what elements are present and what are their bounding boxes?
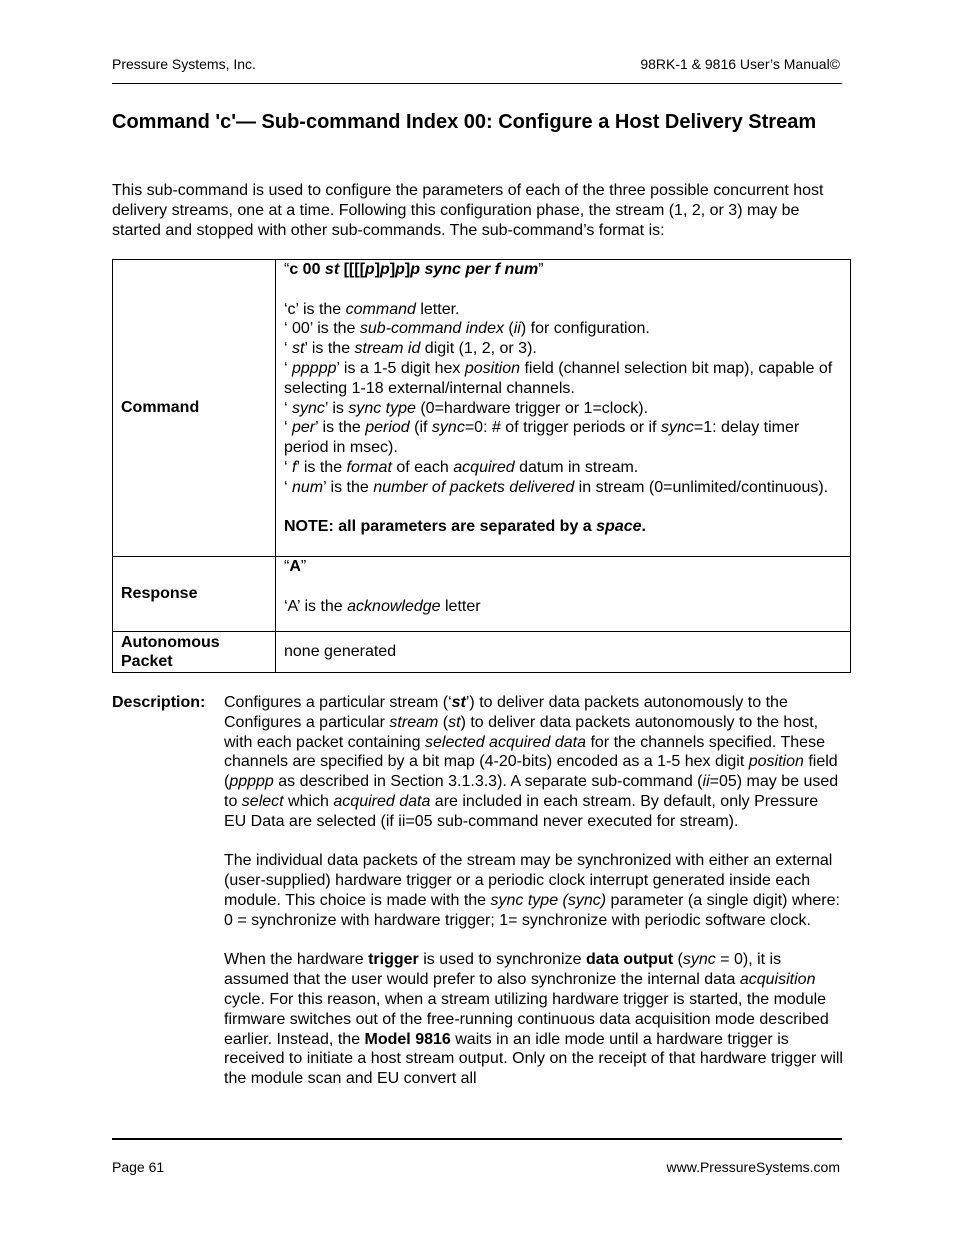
format-part: p sync per f num	[410, 261, 539, 278]
format-part: p	[380, 261, 390, 278]
format-part: ]	[404, 261, 411, 278]
format-part: p	[364, 261, 375, 278]
header-manual-title: 98RK-1 & 9816 User’s Manual©	[640, 56, 840, 72]
param-format: ‘ f’ is the format of each acquired datum in stream.	[284, 458, 639, 476]
response-description: ‘A’ is the acknowledge letter	[284, 597, 481, 615]
format-part: p	[395, 261, 405, 278]
intro-paragraph: This sub-command is used to configure the parameters of each of the three possible concurrent host delivery streams, one at a time. Following this configuration phase, the stream (1, 2, or 3) may be started and stopped with other sub-commands. The sub-command’s format is:	[112, 182, 824, 239]
param-subcommand-index: ‘ 00’ is the sub-command index (ii) for configuration.	[284, 320, 650, 338]
param-period: ‘ per’ is the period (if sync=0: # of trigger periods or if sync=1: delay timer period in msec).	[284, 419, 800, 457]
section-title: Command 'c'— Sub-command Index 00: Configure a Host Delivery Stream	[112, 111, 817, 133]
command-table	[112, 259, 851, 673]
page-number: Page 61	[112, 1159, 165, 1175]
param-stream-id: ‘ st’ is the stream id digit (1, 2, or 3).	[284, 340, 537, 358]
format-part: c 00	[289, 261, 325, 278]
parameters-note: NOTE: all parameters are separated by a space.	[284, 518, 646, 536]
autonomous-value: none generated	[276, 632, 851, 673]
command-details	[276, 260, 851, 557]
param-sync: ‘ sync’ is sync type (0=hardware trigger or 1=clock).	[284, 399, 649, 417]
header-divider	[112, 83, 842, 84]
response-value: “A”	[284, 558, 307, 575]
description-paragraph-3: When the hardware trigger is used to synchronize data output (sync = 0), it is assumed that the user would prefer to also synchronize the internal data acquisition cycle. For this reason, when a stream utilizing hardware trigger is started, the module firmware switches out of the free-running continuous data acquisition mode described earlier. Instead, the Model 9816 waits in an idle mode until a hardware trigger is received to initiate a host stream output. Only on the receipt of that hardware trigger will the module scan and EU convert all	[224, 951, 843, 1088]
autonomous-label: Autonomous Packet	[113, 632, 276, 673]
format-part: ]	[389, 261, 396, 278]
description-paragraph-2: The individual data packets of the stream may be synchronized with either an external (user-supplied) hardware trigger or a periodic clock interrupt generated inside each module. This choice is made with the sync type (sync) parameter (a single digit) where: 0 = synchronize with hardware trigger; 1= synchronize with periodic software clock.	[224, 852, 840, 929]
param-num: ‘ num’ is the number of packets delivered in stream (0=unlimited/continuous).	[284, 478, 829, 496]
param-position: ‘ ppppp’ is a 1-5 digit hex position field (channel selection bit map), capable of selecting 1-18 external/internal channels.	[284, 359, 833, 397]
format-part: st	[324, 261, 340, 278]
response-details	[276, 557, 851, 632]
footer-website: www.PressureSystems.com	[666, 1159, 840, 1175]
footer-divider	[112, 1138, 842, 1140]
param-command-letter: ‘c’ is the command letter.	[284, 300, 460, 318]
header-company: Pressure Systems, Inc.	[112, 56, 256, 72]
quote-close: ”	[538, 261, 544, 278]
autonomous-row	[113, 632, 851, 673]
response-label: Response	[113, 557, 276, 632]
response-row	[113, 557, 851, 632]
command-row	[113, 260, 851, 557]
description-label: Description:	[112, 694, 206, 711]
command-label: Command	[113, 260, 276, 557]
command-format	[284, 260, 844, 280]
quote-open: “	[284, 261, 290, 278]
format-part: [[[[	[339, 261, 365, 278]
format-part: ]	[374, 261, 381, 278]
description-paragraph-1: Configures a particular stream (‘st’) to deliver data packets autonomously to the Configures a particular stream (st) to deliver data packets autonomously to the host, with each packet containing selected acquired data for the channels specified. These channels are specified by a bit map (4-20-bits) encoded as a 1-5 hex digit position field (ppppp as described in Section 3.1.3.3). A separate sub-command (ii=05) may be used to select which acquired data are included in each stream. By default, only Pressure EU Data are selected (if ii=05 sub-command never executed for stream).	[224, 694, 839, 830]
description-body	[224, 693, 844, 1109]
